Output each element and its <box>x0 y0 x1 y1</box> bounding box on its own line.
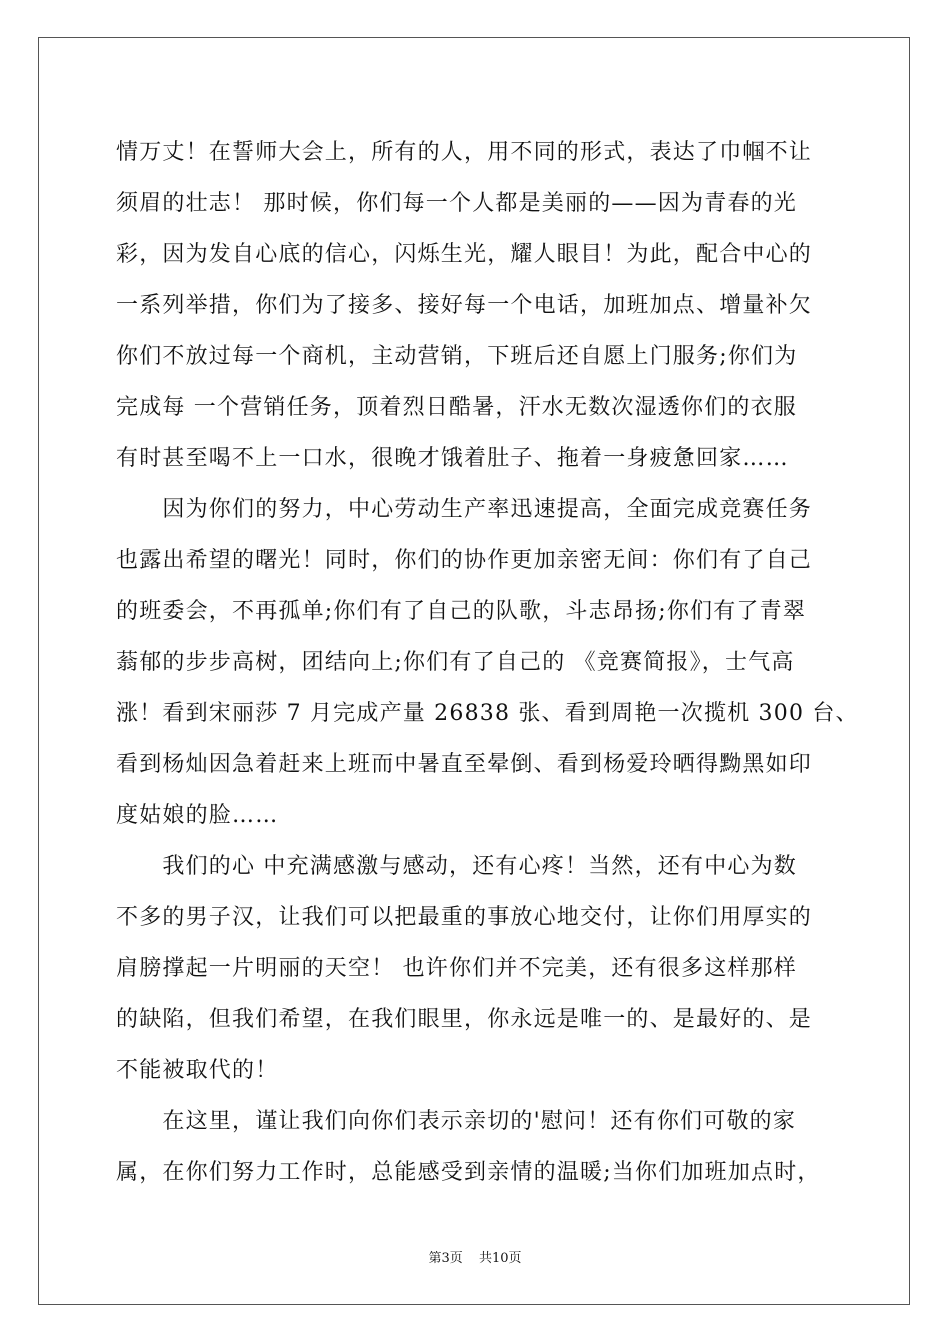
text-line: 涨！看到宋丽莎 7 月完成产量 26838 张、看到周艳一次揽机 300 台、 <box>116 701 859 726</box>
text-line: 肩膀撑起一片明丽的天空！ 也许你们并不完美，还有很多这样那样 <box>116 956 797 981</box>
document-body <box>116 127 859 1198</box>
text-line: 在这里，谨让我们向你们表示亲切的'慰问！还有你们可敬的家 <box>116 1109 797 1134</box>
text-line: 不多的男子汉，让我们可以把最重的事放心地交付，让你们用厚实的 <box>116 905 813 930</box>
text-line: 蓊郁的步步高树，团结向上;你们有了自己的 《竞赛简报》，士气高 <box>116 650 795 675</box>
text-line: 看到杨灿因急着赶来上班而中暑直至晕倒、看到杨爱玲晒得黝黑如印 <box>116 752 813 777</box>
page-footer <box>0 1247 950 1266</box>
text-line: 我们的心 中充满感激与感动，还有心疼！当然，还有中心为数 <box>116 854 797 879</box>
text-line: 不能被取代的！ <box>116 1058 279 1083</box>
text-line: 度姑娘的脸…… <box>116 803 279 828</box>
text-line: 的缺陷，但我们希望，在我们眼里，你永远是唯一的、是最好的、是 <box>116 1007 813 1032</box>
text-line: 一系列举措，你们为了接多、接好每一个电话，加班加点、增量补欠 <box>116 293 813 318</box>
page-number: 第3页 <box>428 1251 463 1266</box>
text-line: 你们不放过每一个商机，主动营销，下班后还自愿上门服务;你们为 <box>116 344 798 369</box>
text-line: 须眉的壮志！ 那时候，你们每一个人都是美丽的——因为青春的光 <box>116 191 797 216</box>
text-line: 有时甚至喝不上一口水，很晚才饿着肚子、拖着一身疲惫回家…… <box>116 446 789 471</box>
page-total: 共10页 <box>478 1251 522 1266</box>
text-line: 彩，因为发自心底的信心，闪烁生光，耀人眼目！为此，配合中心的 <box>116 242 813 267</box>
text-line: 完成每 一个营销任务，顶着烈日酷暑，汗水无数次湿透你们的衣服 <box>116 395 797 420</box>
text-line: 情万丈！在誓师大会上，所有的人，用不同的形式，表达了巾帼不让 <box>116 140 813 165</box>
text-line: 因为你们的努力，中心劳动生产率迅速提高，全面完成竞赛任务 <box>116 497 813 522</box>
text-line: 也露出希望的曙光！同时，你们的协作更加亲密无间：你们有了自己 <box>116 548 813 573</box>
text-line: 的班委会，不再孤单;你们有了自己的队歌，斗志昂扬;你们有了青翠 <box>116 599 807 624</box>
text-line: 属，在你们努力工作时，总能感受到亲情的温暖;当你们加班加点时， <box>116 1160 821 1185</box>
